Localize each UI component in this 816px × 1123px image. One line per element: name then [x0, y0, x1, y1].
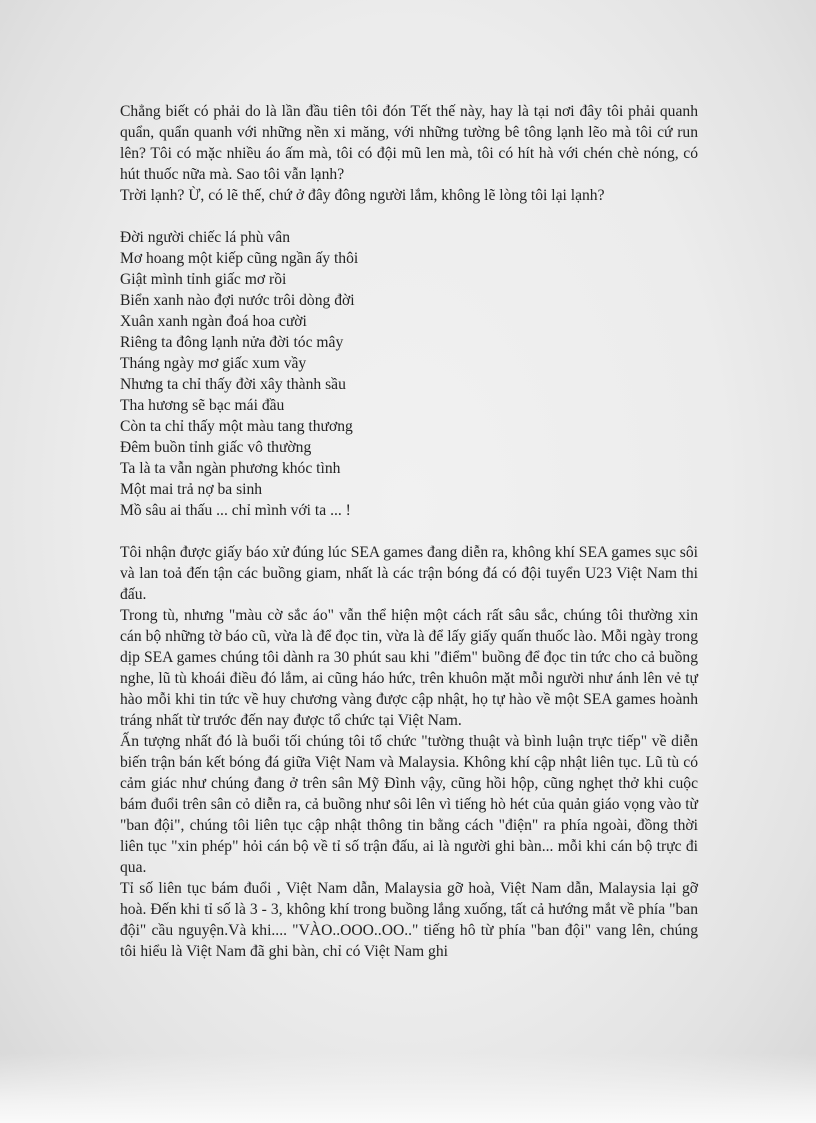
- poem-line: Đời người chiếc lá phù vân: [120, 229, 291, 246]
- story-paragraph-3: Ấn tượng nhất đó là buổi tối chúng tôi tổ chức "tường thuật và bình luận trực tiếp" về diễn biến trận bán kết bóng đá giữa Việt Nam và Malaysia. Không khí cập nhật liên tục. Lũ tù có cảm giác như chúng đang ở trên sân Mỹ Đình vậy, cũng hồi hộp, cũng nghẹt thở khi cuộc bám đuổi trên sân cỏ diễn ra, cả buồng như sôi lên vì tiếng hò hét của quản giáo vọng vào từ "ban đội", chúng tôi liên tục cập nhật thông tin bằng cách "điện" ra phía ngoài, đồng thời liên tục "xin phép" hỏi cán bộ về tỉ số trận đấu, ai là người ghi bàn... mỗi khi cán bộ trực đi qua.: [120, 733, 698, 876]
- poem-line: Giật mình tỉnh giấc mơ rồi: [120, 271, 287, 288]
- blank-line: [120, 206, 698, 227]
- poem-line: Riêng ta đông lạnh nửa đời tóc mây: [120, 334, 344, 351]
- poem-line: Một mai trả nợ ba sinh: [120, 481, 263, 498]
- poem-line: Đêm buồn tỉnh giấc vô thường: [120, 439, 312, 456]
- poem-line: Tháng ngày mơ giấc xum vầy: [120, 355, 307, 372]
- poem-line: Tha hương sẽ bạc mái đầu: [120, 397, 285, 414]
- story-paragraph-4: Tỉ số liên tục bám đuổi , Việt Nam dẫn, Malaysia gỡ hoà, Việt Nam dẫn, Malaysia lại gỡ hoà. Đến khi tỉ số là 3 - 3, không khí trong buồng lắng xuống, tất cả hướng mắt về phía "ban đội" cầu nguyện.Và khi.... "VÀO..OOO..OO.." tiếng hô từ phía "ban đội" vang lên, chúng tôi hiểu là Việt Nam đã ghi bàn, chỉ có Việt Nam ghi: [120, 880, 698, 960]
- document-body: [120, 101, 698, 962]
- poem-line: Mồ sâu ai thấu ... chỉ mình với ta ... !: [120, 502, 351, 519]
- blank-line: [120, 521, 698, 542]
- story-paragraph-1: Tôi nhận được giấy báo xử đúng lúc SEA games đang diễn ra, không khí SEA games sục sôi và lan toả đến tận các buồng giam, nhất là các trận bóng đá có đội tuyển U23 Việt Nam thi đấu.: [120, 544, 698, 603]
- intro-paragraph-1: Chẳng biết có phải do là lần đầu tiên tôi đón Tết thế này, hay là tại nơi đây tôi phải quanh quẩn, quẩn quanh với những nền xi măng, với những tường bê tông lạnh lẽo mà tôi cứ run lên? Tôi có mặc nhiều áo ấm mà, tôi có đội mũ len mà, tôi có hít hà với chén chè nóng, có hút thuốc nữa mà. Sao tôi vẫn lạnh?: [120, 103, 698, 183]
- poem-line: Xuân xanh ngàn đoá hoa cười: [120, 313, 307, 330]
- poem-line: Mơ hoang một kiếp cũng ngần ấy thôi: [120, 250, 359, 267]
- poem-line: Biển xanh nào đợi nước trôi dòng đời: [120, 292, 355, 309]
- intro-paragraph-2: Trời lạnh? Ừ, có lẽ thế, chứ ở đây đông người lắm, không lẽ lòng tôi lại lạnh?: [120, 187, 605, 204]
- poem: [120, 227, 698, 521]
- poem-line: Nhưng ta chỉ thấy đời xây thành sầu: [120, 376, 346, 393]
- story-paragraph-2: Trong tù, nhưng "màu cờ sắc áo" vẫn thể hiện một cách rất sâu sắc, chúng tôi thường xin cán bộ những tờ báo cũ, vừa là để đọc tin, vừa là để lấy giấy quấn thuốc lào. Mỗi ngày trong dịp SEA games chúng tôi dành ra 30 phút sau khi "điểm" buồng để đọc tin tức cho cả buồng nghe, lũ tù khoái điều đó lắm, ai cũng háo hức, trên khuôn mặt mỗi người như ánh lên vẻ tự hào mỗi khi tin tức về huy chương vàng được cập nhật, họ tự hào về một SEA games hoành tráng nhất từ trước đến nay được tổ chức tại Việt Nam.: [120, 607, 698, 729]
- poem-line: Còn ta chỉ thấy một màu tang thương: [120, 418, 353, 435]
- poem-line: Ta là ta vẫn ngàn phương khóc tình: [120, 460, 341, 477]
